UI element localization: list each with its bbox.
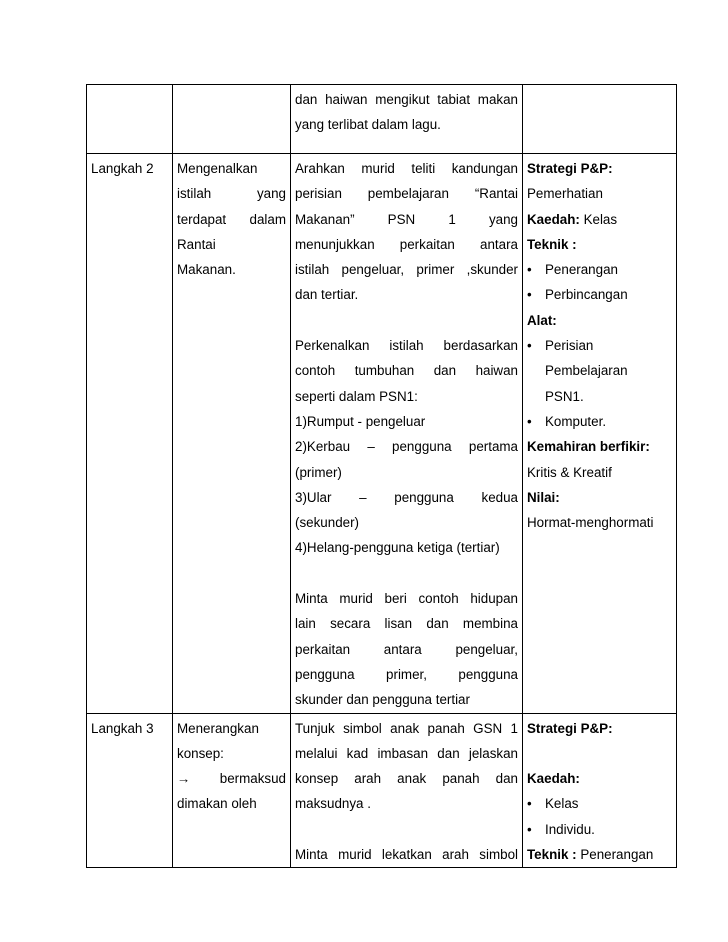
bullet-icon: • <box>527 821 532 837</box>
content-line: Makanan. <box>177 262 236 278</box>
activity-line: 3)Ular – pengguna kedua <box>295 489 518 505</box>
activity-line: yang terlibat dalam lagu. <box>295 117 441 133</box>
list-item: • Kelas <box>527 791 672 816</box>
method-label: Kaedah: <box>527 211 580 227</box>
paragraph-gap <box>295 561 518 586</box>
list-item-continuation: Pembelajaran <box>545 363 628 379</box>
paragraph-gap <box>295 308 518 333</box>
lesson-plan-table <box>86 84 677 868</box>
notes-cell <box>523 85 677 154</box>
activity-line: dan haiwan mengikut tabiat makan <box>295 92 518 107</box>
content-line: istilah yang <box>177 186 286 202</box>
content-line: Menerangkan <box>177 720 259 736</box>
technique-value: Penerangan <box>576 847 654 863</box>
list-item: • Komputer. <box>527 409 672 434</box>
bullet-icon: • <box>527 262 532 278</box>
strategy-value: Pemerhatian <box>527 186 603 202</box>
step-cell <box>87 154 173 714</box>
content-line: Rantai <box>177 236 216 252</box>
notes-cell <box>523 713 677 868</box>
activity-line: istilah pengeluar, primer ,skunder <box>295 262 518 278</box>
activity-line: (sekunder) <box>295 515 360 531</box>
content-cell <box>173 154 291 714</box>
activity-line: dan tertiar. <box>295 287 359 303</box>
list-item: • Perisian <box>527 333 672 358</box>
bullet-icon: • <box>527 287 532 303</box>
step-label: Langkah 2 <box>91 161 154 176</box>
activity-line: Minta murid lekatkan arah simbol <box>295 847 518 863</box>
values-value: Hormat-menghormati <box>527 515 654 531</box>
activity-line: seperti dalam PSN1: <box>295 388 418 404</box>
technique-label: Teknik : <box>527 236 577 252</box>
content-line: konsep: <box>177 745 224 761</box>
activity-line: perisian pembelajaran “Rantai <box>295 186 518 202</box>
activity-line: 1)Rumput - pengeluar <box>295 413 426 429</box>
step-cell <box>87 85 173 154</box>
tools-label: Alat: <box>527 312 557 328</box>
step-label: Langkah 3 <box>91 720 154 736</box>
strategy-label: Strategi P&P: <box>527 161 613 176</box>
content-line: terdapat dalam <box>177 211 286 227</box>
activity-line: melalui kad imbasan dan jelaskan <box>295 745 518 761</box>
activity-line: contoh tumbuhan dan haiwan <box>295 363 518 379</box>
list-item: • Individu. <box>527 817 672 842</box>
thinking-label: Kemahiran berfikir: <box>527 439 650 455</box>
arrow-right-icon: → <box>177 771 191 787</box>
activity-cell <box>291 85 523 154</box>
list-item: • Perbincangan <box>527 282 672 307</box>
activity-line: lain secara lisan dan membina <box>295 616 518 632</box>
content-cell <box>173 85 291 154</box>
table-row <box>87 85 677 154</box>
step-cell <box>87 713 173 868</box>
technique-label: Teknik : <box>527 847 577 863</box>
activity-line: Arahkan murid teliti kandungan <box>295 161 518 176</box>
activity-line: Minta murid beri contoh hidupan <box>295 591 518 607</box>
activity-cell <box>291 154 523 714</box>
paragraph-gap <box>527 741 672 766</box>
activity-line: konsep arah anak panah dan <box>295 771 518 787</box>
values-label: Nilai: <box>527 489 560 505</box>
activity-line: Makanan” PSN 1 yang <box>295 211 518 227</box>
method-value: Kelas <box>579 211 618 227</box>
content-line: Mengenalkan <box>177 161 258 176</box>
paragraph-gap <box>295 817 518 842</box>
list-item: • Penerangan <box>527 257 672 282</box>
activity-line: perkaitan antara pengeluar, <box>295 641 518 657</box>
table-row <box>87 713 677 868</box>
list-item-continuation: PSN1. <box>545 388 584 404</box>
activity-line: 4)Helang-pengguna ketiga (tertiar) <box>295 540 500 556</box>
activity-line: pengguna primer, pengguna <box>295 666 518 682</box>
activity-line: 2)Kerbau – pengguna pertama <box>295 439 518 455</box>
activity-line: skunder dan pengguna tertiar <box>295 692 470 708</box>
content-cell <box>173 713 291 868</box>
thinking-value: Kritis & Kreatif <box>527 464 612 480</box>
bullet-icon: • <box>527 413 532 429</box>
activity-line: Perkenalkan istilah berdasarkan <box>295 338 518 354</box>
activity-line: maksudnya . <box>295 796 371 812</box>
bullet-icon: • <box>527 338 532 354</box>
notes-cell <box>523 154 677 714</box>
activity-line: menunjukkan perkaitan antara <box>295 236 518 252</box>
activity-line: Tunjuk simbol anak panah GSN 1 <box>295 720 518 736</box>
content-line: → bermaksud <box>177 766 286 791</box>
content-line: dimakan oleh <box>177 796 257 812</box>
activity-line: (primer) <box>295 464 342 480</box>
activity-cell <box>291 713 523 868</box>
table-row <box>87 154 677 714</box>
bullet-icon: • <box>527 796 532 812</box>
method-label: Kaedah: <box>527 771 580 787</box>
strategy-label: Strategi P&P: <box>527 720 613 736</box>
